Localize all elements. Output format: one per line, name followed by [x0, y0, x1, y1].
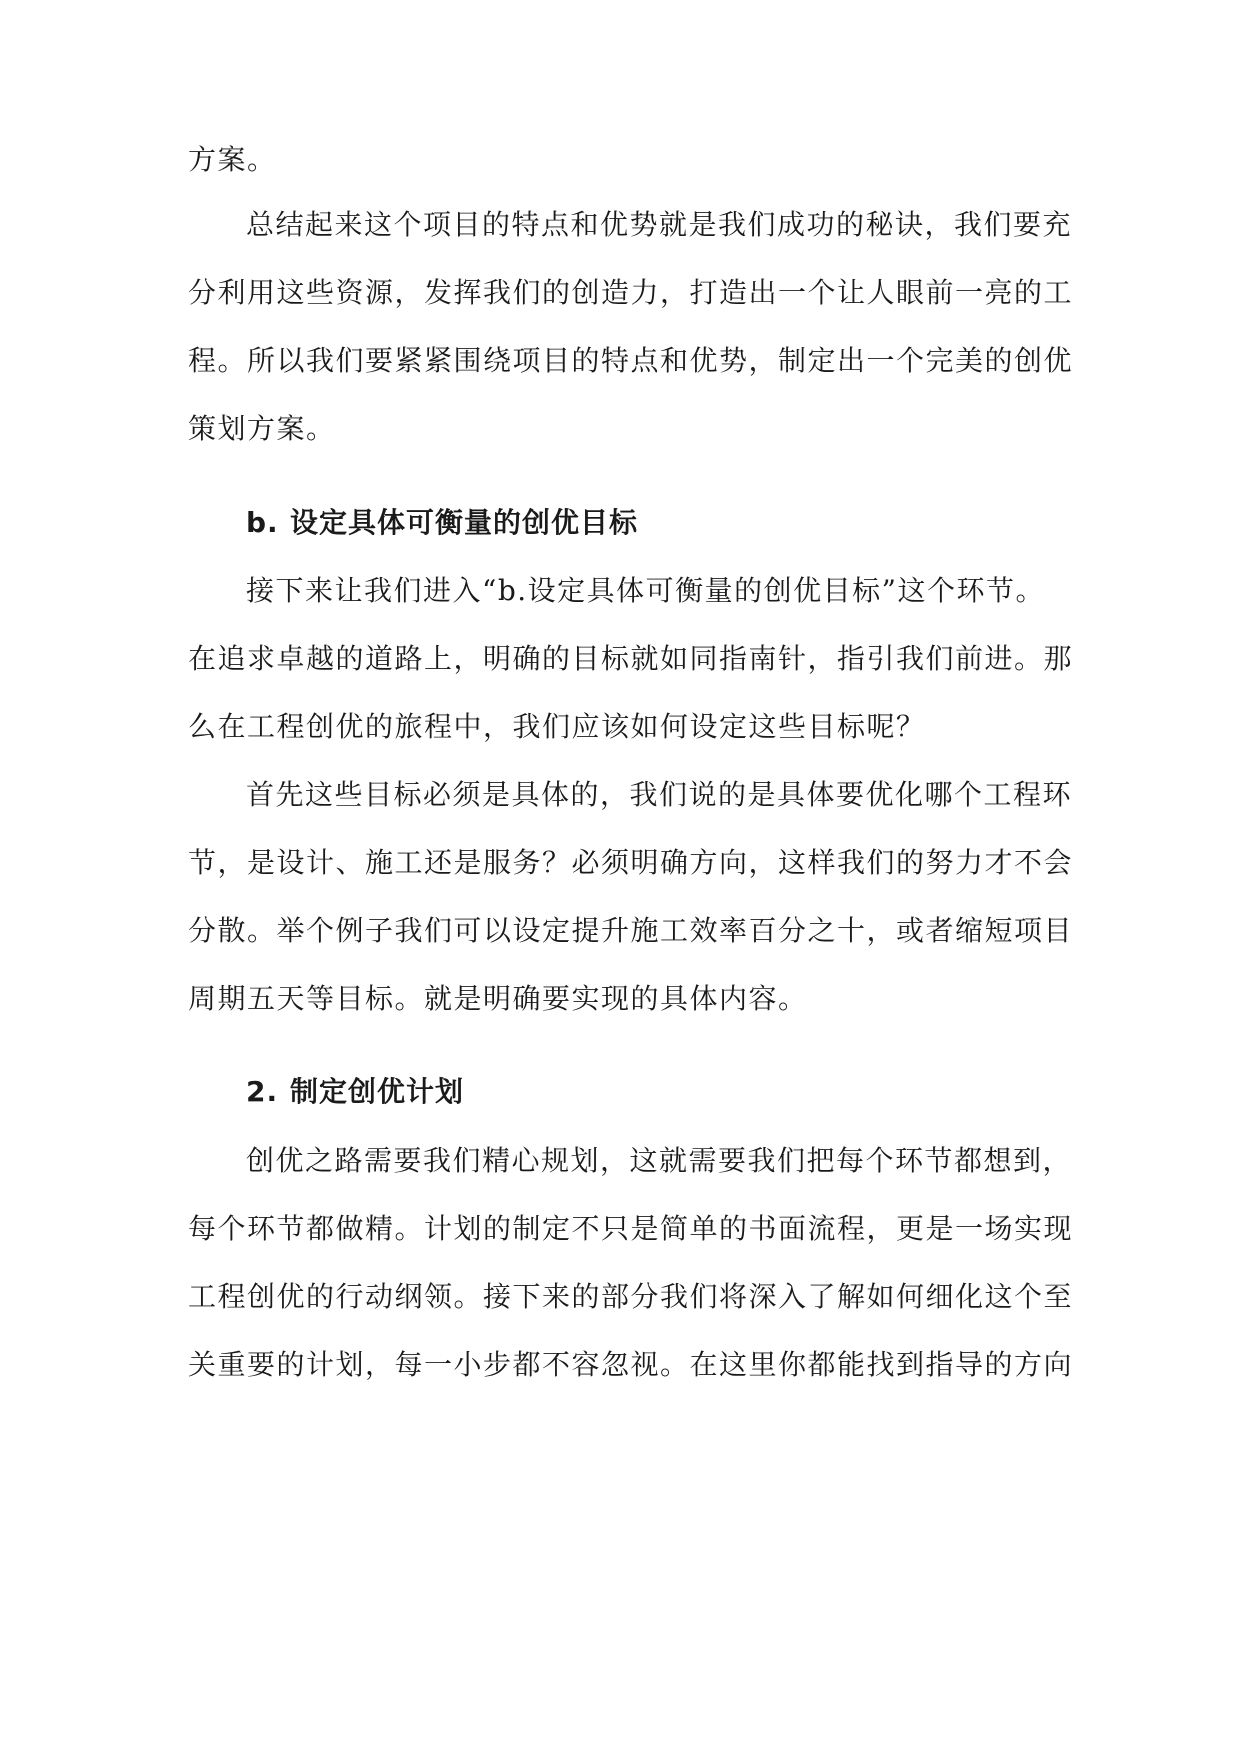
- paragraph-line: 么在工程创优的旅程中，我们应该如何设定这些目标呢？: [188, 710, 926, 743]
- paragraph-line: 节，是设计、施工还是服务？必须明确方向，这样我们的努力才不会: [188, 846, 1074, 879]
- paragraph-line: 接下来让我们进入“b.设定具体可衡量的创优目标”这个环节。: [246, 574, 1045, 607]
- paragraph-line: 方案。: [188, 143, 277, 176]
- paragraph-line: 策划方案。: [188, 412, 336, 445]
- paragraph-line: 程。所以我们要紧紧围绕项目的特点和优势，制定出一个完美的创优: [188, 344, 1074, 377]
- section-heading-title: 设定具体可衡量的创优目标: [290, 506, 639, 539]
- paragraph-line: 总结起来这个项目的特点和优势就是我们成功的秘诀，我们要充: [246, 208, 1073, 241]
- section-heading-number: b.: [246, 506, 279, 539]
- section-heading-title: 制定创优计划: [290, 1075, 465, 1108]
- paragraph-line: 在追求卓越的道路上，明确的目标就如同指南针，指引我们前进。那: [188, 642, 1074, 675]
- paragraph-line: 首先这些目标必须是具体的，我们说的是具体要优化哪个工程环: [246, 778, 1073, 811]
- section-heading: [246, 503, 638, 543]
- paragraph-line: 工程创优的行动纲领。接下来的部分我们将深入了解如何细化这个至: [188, 1280, 1074, 1313]
- paragraph-line: 分散。举个例子我们可以设定提升施工效率百分之十，或者缩短项目: [188, 914, 1074, 947]
- paragraph-line: 每个环节都做精。计划的制定不只是简单的书面流程，更是一场实现: [188, 1212, 1074, 1245]
- paragraph-line: 周期五天等目标。就是明确要实现的具体内容。: [188, 982, 808, 1015]
- paragraph-line: 分利用这些资源，发挥我们的创造力，打造出一个让人眼前一亮的工: [188, 276, 1074, 309]
- section-heading: [246, 1072, 464, 1112]
- section-heading-number: 2.: [246, 1075, 279, 1108]
- paragraph-line: 关重要的计划，每一小步都不容忽视。在这里你都能找到指导的方向: [188, 1348, 1074, 1381]
- paragraph-line: 创优之路需要我们精心规划，这就需要我们把每个环节都想到，: [246, 1144, 1073, 1177]
